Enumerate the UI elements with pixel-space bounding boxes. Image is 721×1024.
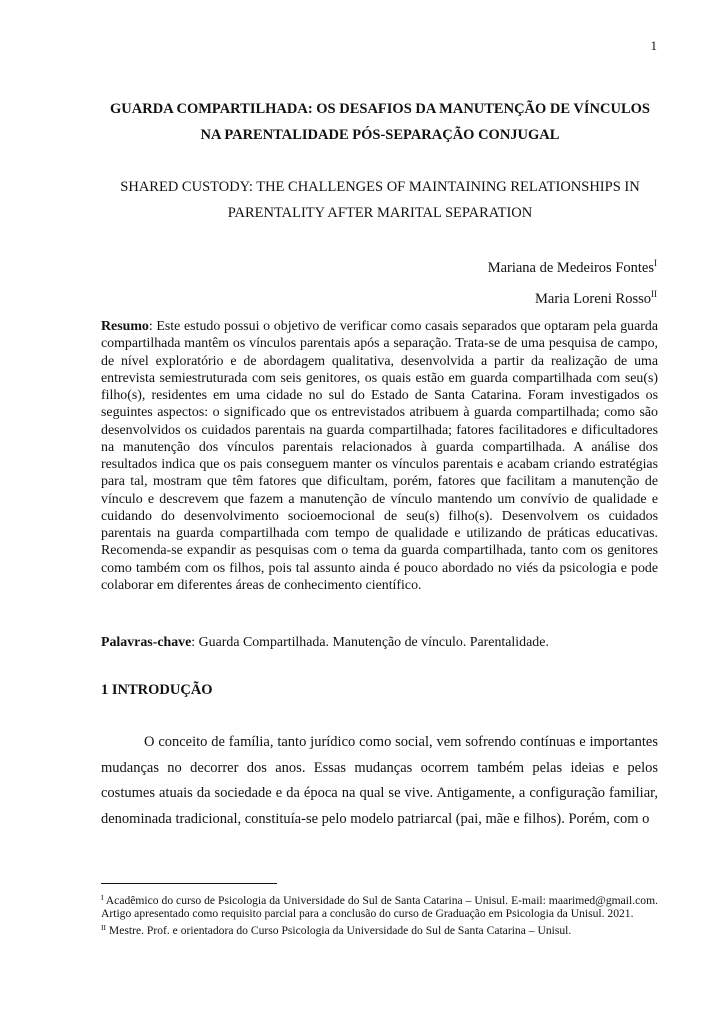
section-heading: 1 INTRODUÇÃO xyxy=(101,682,213,698)
author-1-footnote-mark: I xyxy=(654,258,657,268)
authors xyxy=(488,250,657,312)
keywords xyxy=(101,634,658,652)
title-english xyxy=(90,174,670,226)
intro-paragraph: O conceito de família, tanto jurídico como social, vem sofrendo contínuas e importantes mudanças no decorrer dos anos. Essas mudanças ocorrem também pelas ideias e pelos costumes atuais da sociedade e da época na qual se vive. Antigamente, a configuração familiar, denominada tradicional, constituía-se pelo modelo patriarcal (pai, mãe e filhos). Porém, com o xyxy=(101,734,658,827)
title-en-line-2: PARENTALITY AFTER MARITAL SEPARATION xyxy=(227,205,533,221)
abstract-text: : Este estudo possui o objetivo de verificar como casais separados que optaram pela guarda compartilhada mantêm os vínculos parentais após a separação. Trata-se de uma pesquisa de campo, de nível exploratório e de abordagem qualitativa, desenvolvida a partir da realização de uma entrevista semiestruturada com seis genitores, os quais estão em guarda compartilhada com seu(s) filho(s), residentes em uma cidade no sul do Estado de Santa Catarina. Foram investigados os seguintes aspectos: o significado que os entrevistados atribuem à guarda compartilhada; como são desenvolvidos os cuidados parentais na guarda compartilhada; fatores facilitadores e dificultadores na manutenção dos vínculos parentais relacionados à guarda compartilhada. A análise dos resultados indica que os pais conseguem manter os vínculos parentais e acabam criando estratégias para tal, mostram que têm fatores que dificultam, porém, fatores que facilitam a manutenção de vínculo e descrevem que fazem a manutenção de vínculo mantendo um convívio de qualidade e cuidando do desenvolvimento socioemocional de seu(s) filho(s). Desenvolvem os cuidados parentais na guarda compartilhada com tempo de qualidade e utilizando de práticas educativas. Recomenda-se expandir as pesquisas com o tema da guarda compartilhada, tanto com os genitores como também com os filhos, pois tal assunto ainda é pouco abordado no viés da psicologia e pode colaborar em diferentes áreas de conhecimento científico. xyxy=(101,319,658,593)
footnotes xyxy=(101,891,658,937)
footnote-1-mark: I xyxy=(101,893,104,902)
title-en-line-1: SHARED CUSTODY: THE CHALLENGES OF MAINTAINING RELATIONSHIPS IN xyxy=(120,179,640,195)
footnote-2 xyxy=(101,921,658,937)
abstract-label: Resumo xyxy=(101,319,149,334)
keywords-label: Palavras-chave xyxy=(101,635,192,650)
footnote-divider xyxy=(101,883,277,884)
author-2 xyxy=(488,281,657,312)
author-1 xyxy=(488,250,657,281)
page-number: 1 xyxy=(650,38,657,53)
title-portuguese xyxy=(90,96,670,148)
footnote-2-text: Mestre. Prof. e orientadora do Curso Psicologia da Universidade do Sul de Santa Catarina – Unisul. xyxy=(106,923,572,937)
keywords-text: : Guarda Compartilhada. Manutenção de vínculo. Parentalidade. xyxy=(191,635,549,650)
title-pt-line-2: NA PARENTALIDADE PÓS-SEPARAÇÃO CONJUGAL xyxy=(200,127,560,143)
author-1-name: Mariana de Medeiros Fontes xyxy=(487,260,654,276)
author-2-footnote-mark: II xyxy=(651,289,657,299)
author-2-name: Maria Loreni Rosso xyxy=(535,291,651,307)
footnote-2-mark: II xyxy=(101,922,106,932)
abstract xyxy=(101,318,658,594)
footnote-1-text: Acadêmico do curso de Psicologia da Universidade do Sul de Santa Catarina – Unisul. E-mail: maarimed@gmail.com. Artigo apresentado como requisito parcial para a conclusão do curso de Graduação em Psicologia da Unisul. 2021. xyxy=(101,894,658,921)
footnote-1 xyxy=(101,891,658,921)
title-pt-line-1: GUARDA COMPARTILHADA: OS DESAFIOS DA MANUTENÇÃO DE VÍNCULOS xyxy=(110,101,650,117)
